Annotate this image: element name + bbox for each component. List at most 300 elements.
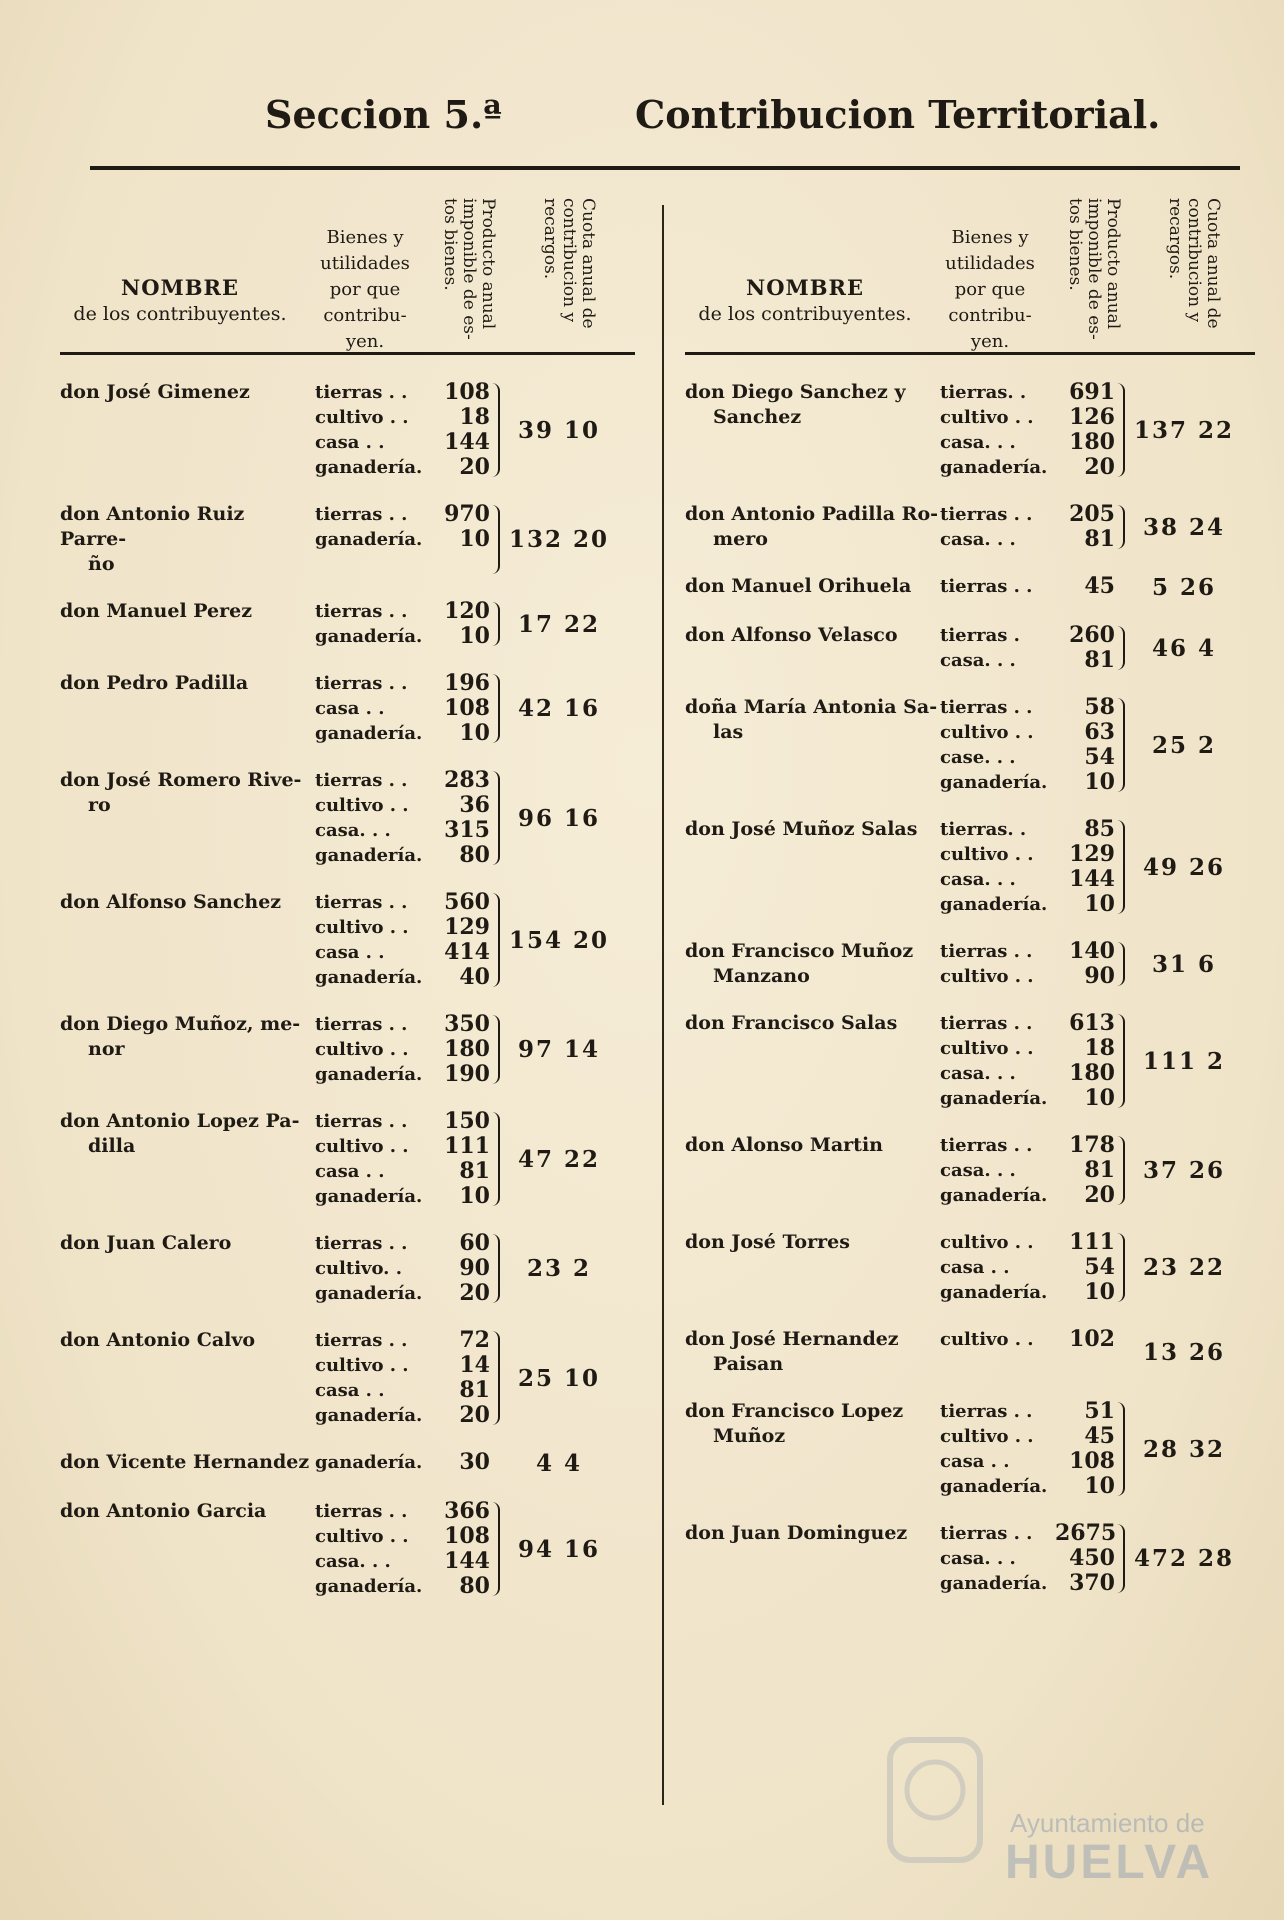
asset-label: casa. . . [940,432,1016,453]
asset-label: cultivo . . [940,1329,1034,1350]
left-rows [60,380,635,1599]
product-value: 260 [1069,622,1115,648]
taxpayer-name [60,1450,315,1477]
right-column [685,190,1255,1618]
asset-row [940,1255,1055,1280]
taxpayer-entry [60,1109,635,1209]
product-value: 283 [444,767,490,793]
asset-row [315,502,430,527]
asset-label: casa. . . [940,1548,1016,1569]
brace-mark [1115,380,1129,480]
annual-quota: 23 2 [526,1255,592,1282]
asset-row [940,720,1055,745]
asset-row [940,964,1055,989]
brace-mark [490,671,504,746]
asset-row [315,1450,430,1475]
product-value: 45 [1084,1423,1115,1449]
taxpayer-entry [685,1011,1255,1111]
taxpayer-name [685,623,940,673]
annual-quota: 46 4 [1151,634,1217,662]
asset-row [315,455,430,480]
asset-label: tierras . . [940,697,1033,718]
asset-list [315,502,430,577]
annual-quota: 137 22 [1133,416,1235,444]
asset-row [315,1184,430,1209]
product-value: 613 [1069,1010,1115,1036]
asset-label: tierras . . [940,576,1033,597]
asset-label: tierras . . [940,1401,1033,1422]
asset-label: ganadería. [940,1088,1048,1109]
taxpayer-name [685,1327,940,1377]
asset-label: casa . . [315,432,385,453]
product-value: 80 [459,1573,490,1599]
right-rows [685,380,1255,1596]
asset-row [315,1524,430,1549]
asset-label: ganadería. [940,772,1048,793]
header-bienes: Bienes y utilidades por que contribu-yen. [320,227,410,352]
product-value: 205 [1069,501,1115,527]
annual-quota: 49 26 [1142,853,1226,881]
header-producto: Producto anual imponible de es-tos bienes. [440,198,498,340]
asset-row [940,527,1055,552]
taxpayer-entry [60,1450,635,1477]
annual-quota: 97 14 [517,1036,601,1063]
asset-label: cultivo . . [940,844,1034,865]
brace-mark [1115,939,1129,989]
taxpayer-name-line1: don Francisco Salas [685,1012,898,1034]
taxpayer-name [60,380,315,480]
taxpayer-name [685,1230,940,1305]
brace-mark [1115,623,1129,673]
asset-row [315,1134,430,1159]
asset-list [315,1109,430,1209]
product-value: 45 [1084,573,1115,599]
header-nombre-sub: de los contribuyentes. [698,303,912,325]
product-value: 111 [444,1133,490,1159]
asset-label: cultivo . . [315,1526,409,1547]
header-nombre [685,275,925,327]
product-value: 85 [1084,816,1115,842]
annual-quota: 39 10 [517,416,601,444]
asset-list [315,671,430,746]
asset-row [940,770,1055,795]
asset-row [315,671,430,696]
annual-quota: 28 32 [1142,1435,1226,1463]
product-values [1055,380,1115,480]
asset-row [940,648,1055,673]
asset-row [940,1521,1055,1546]
left-column-header [60,190,635,355]
asset-label: cultivo . . [315,1039,409,1060]
product-value: 108 [444,379,490,405]
asset-list [315,1012,430,1087]
asset-row [940,817,1055,842]
asset-label: casa. . . [940,869,1016,890]
taxpayer-name-line2: Muñoz [713,1425,786,1447]
asset-row [315,768,430,793]
header-bienes: Bienes y utilidades por que contribu-yen. [945,227,1035,352]
header-nombre-title: NOMBRE [746,275,864,300]
annual-quota: 472 28 [1133,1545,1235,1572]
product-value: 81 [459,1158,490,1184]
product-value: 10 [1084,891,1115,917]
product-value: 30 [459,1449,490,1475]
annual-quota: 47 22 [517,1145,601,1173]
annual-quota: 94 16 [517,1535,601,1563]
asset-label: cultivo. . [315,1258,402,1279]
product-values [1055,939,1115,989]
taxpayer-name [685,1011,940,1111]
asset-label: tierras . [940,625,1020,646]
taxpayer-entry [685,623,1255,673]
asset-label: ganadería. [940,457,1048,478]
asset-row [940,623,1055,648]
asset-row [315,721,430,746]
asset-row [940,1327,1055,1352]
asset-list [940,574,1055,601]
taxpayer-name-line1: doña María Antonia Sa- [685,696,938,718]
annual-quota: 96 16 [517,804,601,832]
annual-quota: 38 24 [1142,513,1226,541]
product-value: 80 [459,842,490,868]
taxpayer-name-line1: don Diego Sanchez y [685,381,906,403]
taxpayer-entry [60,599,635,649]
taxpayer-name-line1: don José Muñoz Salas [685,818,918,840]
product-value: 54 [1084,1254,1115,1280]
taxpayer-entry [60,768,635,868]
header-cuota: Cuota anual de contribucion y recargos. [1165,198,1223,329]
asset-label: ganadería. [315,1186,423,1207]
product-value: 10 [1084,1279,1115,1305]
product-values [1055,502,1115,552]
asset-list [940,380,1055,480]
asset-label: ganadería. [940,1476,1048,1497]
asset-label: tierras . . [940,504,1033,525]
taxpayer-name [685,817,940,917]
asset-label: tierras . . [315,504,408,525]
brace-mark [1115,1230,1129,1305]
asset-row [940,574,1055,599]
brace-mark [1115,817,1129,917]
taxpayer-name [60,1012,315,1087]
taxpayer-name-line1: don Juan Calero [60,1232,232,1254]
product-value: 10 [1084,1473,1115,1499]
product-value: 450 [1069,1545,1115,1571]
product-value: 81 [1084,1157,1115,1183]
product-values [1055,574,1115,601]
taxpayer-name-line1: don Alonso Martin [685,1134,883,1156]
asset-row [940,1036,1055,1061]
asset-label: ganadería. [315,529,423,550]
annual-quota: 25 10 [517,1364,601,1392]
taxpayer-name [685,1399,940,1499]
asset-label: casa . . [315,942,385,963]
product-value: 190 [444,1061,490,1087]
brace-mark [490,768,504,868]
product-value: 315 [444,817,490,843]
taxpayer-entry [685,1133,1255,1208]
product-value: 18 [459,404,490,430]
asset-row [940,455,1055,480]
taxpayer-entry [685,817,1255,917]
taxpayer-name-line1: don Francisco Muñoz [685,940,914,962]
annual-quota: 17 22 [517,610,601,638]
product-values [1055,1399,1115,1499]
taxpayer-entry [60,502,635,577]
asset-row [940,695,1055,720]
asset-row [940,1449,1055,1474]
asset-row [315,380,430,405]
asset-row [940,892,1055,917]
taxpayer-name-line2: Manzano [713,965,810,987]
brace-mark [490,1328,504,1428]
asset-label: tierras . . [315,601,408,622]
asset-label: casa . . [940,1257,1010,1278]
asset-row [940,842,1055,867]
asset-label: ganadería. [315,845,423,866]
asset-row [940,1571,1055,1596]
taxpayer-name-line1: don Juan Dominguez [685,1522,908,1544]
asset-label: case. . . [940,747,1016,768]
taxpayer-name-line1: don José Romero Rive- [60,769,302,791]
product-values [1055,1521,1115,1596]
asset-label: tierras . . [315,892,408,913]
asset-label: tierras . . [315,382,408,403]
product-value: 72 [459,1327,490,1353]
product-value: 10 [459,623,490,649]
taxpayer-name [685,1133,940,1208]
taxpayer-name [60,671,315,746]
brace-mark [490,1012,504,1087]
asset-label: cultivo . . [315,795,409,816]
annual-quota: 37 26 [1142,1157,1226,1184]
product-value: 90 [459,1255,490,1281]
annual-quota: 4 4 [535,1450,582,1477]
product-value: 63 [1084,719,1115,745]
product-value: 51 [1084,1398,1115,1424]
asset-row [940,1011,1055,1036]
asset-row [315,843,430,868]
taxpayer-entry [685,1399,1255,1499]
taxpayer-name [685,502,940,552]
asset-label: tierras . . [315,1501,408,1522]
annual-quota: 31 6 [1151,950,1217,978]
asset-list [940,502,1055,552]
asset-label: cultivo . . [315,917,409,938]
product-values [1055,1230,1115,1305]
asset-list [940,1230,1055,1305]
taxpayer-name-line2: las [713,721,744,743]
product-value: 129 [444,914,490,940]
taxpayer-name-line1: don Manuel Perez [60,600,253,622]
asset-label: tierras . . [315,1111,408,1132]
product-values [430,1499,490,1599]
asset-row [315,1062,430,1087]
brace-mark [1115,1521,1129,1596]
taxpayer-name [60,502,315,577]
product-values [1055,1133,1115,1208]
taxpayer-entry [685,380,1255,480]
asset-row [940,502,1055,527]
taxpayer-name [60,599,315,649]
asset-row [940,1280,1055,1305]
asset-list [940,817,1055,917]
product-value: 370 [1069,1570,1115,1596]
asset-label: tierras . . [940,1135,1033,1156]
header-rule [90,166,1240,170]
asset-list [940,1133,1055,1208]
asset-label: cultivo . . [940,1038,1034,1059]
taxpayer-name-line1: don Antonio Garcia [60,1500,267,1522]
taxpayer-name-line2: mero [713,528,768,550]
page-title: Contribucion Territorial. [635,92,1161,137]
taxpayer-name [60,1231,315,1306]
product-values [430,502,490,577]
annual-quota: 42 16 [517,695,601,722]
product-value: 10 [459,1183,490,1209]
taxpayer-name-line2: Sanchez [713,406,802,428]
taxpayer-name [60,1499,315,1599]
asset-row [315,965,430,990]
asset-row [315,1281,430,1306]
asset-label: cultivo . . [940,1232,1034,1253]
asset-list [315,599,430,649]
asset-label: cultivo . . [315,1136,409,1157]
asset-list [315,1499,430,1599]
taxpayer-name-line1: don José Gimenez [60,381,250,403]
taxpayer-name [60,1109,315,1209]
taxpayer-name-line1: don Vicente Hernandez [60,1451,310,1473]
product-value: 102 [1069,1326,1115,1352]
asset-label: casa. . . [315,1551,391,1572]
taxpayer-name-line1: don Alfonso Velasco [685,624,898,646]
taxpayer-name-line1: don José Hernandez [685,1328,899,1350]
asset-list [940,1011,1055,1111]
taxpayer-name-line1: don Alfonso Sanchez [60,891,282,913]
brace-mark [490,502,504,577]
asset-label: tierras . . [315,1014,408,1035]
taxpayer-name-line1: don Francisco Lopez [685,1400,904,1422]
asset-list [940,1521,1055,1596]
product-value: 111 [1069,1229,1115,1255]
taxpayer-name [685,939,940,989]
taxpayer-name-line2: ro [88,794,111,816]
taxpayer-name [685,380,940,480]
asset-list [315,1231,430,1306]
product-value: 10 [459,526,490,552]
product-value: 366 [444,1498,490,1524]
asset-row [315,1109,430,1134]
asset-label: cultivo . . [315,407,409,428]
asset-row [315,1012,430,1037]
product-value: 2675 [1055,1520,1117,1546]
product-value: 144 [444,429,490,455]
product-values [430,380,490,480]
page-header [0,92,1284,142]
asset-label: ganadería. [315,626,423,647]
asset-row [940,1158,1055,1183]
product-value: 20 [1084,1182,1115,1208]
taxpayer-entry [685,574,1255,601]
product-value: 150 [444,1108,490,1134]
asset-label: tierras . . [940,1523,1033,1544]
product-value: 120 [444,598,490,624]
asset-row [315,1231,430,1256]
product-value: 14 [459,1352,490,1378]
asset-label: cultivo . . [315,1355,409,1376]
asset-row [315,1037,430,1062]
brace-mark [1115,502,1129,552]
taxpayer-name-line1: don José Torres [685,1231,850,1253]
asset-label: tierras. . [940,819,1027,840]
brace-mark [1115,695,1129,795]
taxpayer-name [60,768,315,868]
product-value: 144 [444,1548,490,1574]
asset-label: tierras . . [315,1330,408,1351]
asset-label: ganadería. [315,1283,423,1304]
asset-label: ganadería. [940,1282,1048,1303]
asset-label: ganadería. [940,894,1048,915]
product-values [430,768,490,868]
section-number: Seccion 5.ª [265,92,502,137]
asset-label: casa . . [315,1380,385,1401]
asset-list [315,768,430,868]
taxpayer-entry [60,890,635,990]
product-value: 140 [1069,938,1115,964]
asset-label: tierras . . [315,770,408,791]
asset-row [315,1159,430,1184]
asset-label: cultivo . . [940,966,1034,987]
asset-label: ganadería. [940,1185,1048,1206]
taxpayer-entry [60,1231,635,1306]
taxpayer-name-line1: don Diego Muñoz, me- [60,1013,301,1035]
asset-label: ganadería. [315,1576,423,1597]
asset-label: cultivo . . [940,1426,1034,1447]
brace-mark [490,1499,504,1599]
product-values [1055,817,1115,917]
asset-row [940,1133,1055,1158]
asset-row [315,696,430,721]
asset-label: ganadería. [315,1064,423,1085]
asset-label: ganadería. [315,1405,423,1426]
taxpayer-name-line1: don Antonio Calvo [60,1329,256,1351]
asset-label: tierras . . [940,1013,1033,1034]
asset-row [940,1086,1055,1111]
taxpayer-entry [685,502,1255,552]
asset-row [315,1499,430,1524]
taxpayer-name [60,890,315,990]
header-nombre [60,275,300,327]
asset-row [315,624,430,649]
product-value: 10 [1084,769,1115,795]
product-value: 970 [444,501,490,527]
taxpayer-name-line2: ño [88,553,115,575]
brace-mark [490,1231,504,1306]
asset-row [315,940,430,965]
product-values [430,1012,490,1087]
asset-list [315,1450,430,1477]
asset-label: tierras . . [940,941,1033,962]
asset-row [940,405,1055,430]
header-nombre-sub: de los contribuyentes. [73,303,287,325]
product-value: 178 [1069,1132,1115,1158]
asset-list [315,1328,430,1428]
asset-list [940,1327,1055,1377]
brace-mark [1115,1133,1129,1208]
asset-label: casa. . . [940,1063,1016,1084]
header-nombre-title: NOMBRE [121,275,239,300]
product-value: 350 [444,1011,490,1037]
